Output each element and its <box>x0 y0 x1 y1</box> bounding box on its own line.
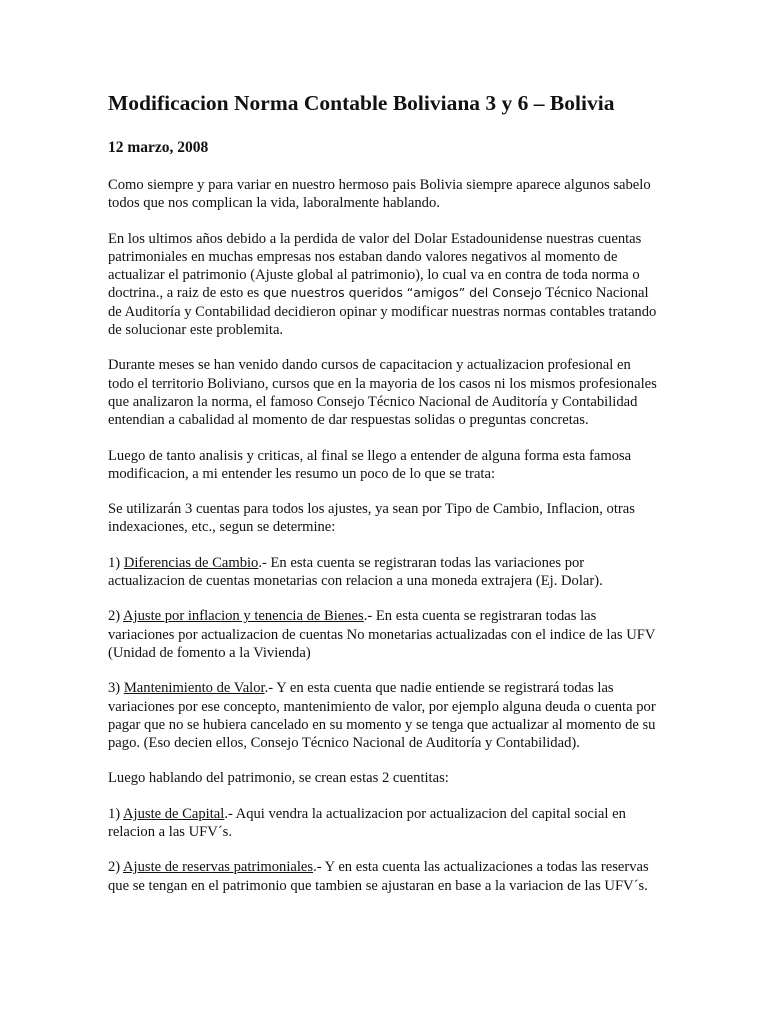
list-item-term: Diferencias de Cambio <box>123 554 259 571</box>
paragraph-patrimony: Luego hablando del patrimonio, se crean estas 2 cuentitas: <box>108 770 449 787</box>
list-item-text: .- Y en esta cuenta que nadie entiende se registrará todas las variaciones por ese concepto, mantenimiento de valor, por ejemplo alguna deuda o cuenta por pagar que no se hubiera cancelado en su momento y se tenga que actualizar al momento de su pago. (Eso decien ellos, Consejo Técnico Nacional de Auditoría y Contabilidad). <box>108 680 656 752</box>
list-item-term: Ajuste por inflacion y tenencia de Bienes <box>123 608 364 625</box>
list-item-number: 1) <box>108 805 123 822</box>
list-item <box>108 858 660 895</box>
list-item-term: Ajuste de reservas patrimoniales <box>123 859 314 876</box>
article-date: 12 marzo, 2008 <box>108 139 209 156</box>
list-item-number: 2) <box>108 608 123 625</box>
list-item-term: Ajuste de Capital <box>123 805 225 822</box>
paragraph-background-part1: En los ultimos años debido a la perdida de valor del Dolar Estadounidense nuestras cuentas patrimoniales en muchas empresas nos estaban dando valores negativos al momento de actualizar el patrimonio (Ajuste global al patrimonio), lo cual va en contra de toda norma o doctrina., a raiz de esto es <box>108 230 642 302</box>
paragraph-background-part2: que nuestros queridos “amigos” del Consejo <box>259 285 542 301</box>
list-item <box>108 554 660 591</box>
list-item-text: .- En esta cuenta se registraran todas las variaciones por actualizacion de cuentas monetarias con relacion a una moneda extrajera (Ej. Dolar). <box>108 554 603 590</box>
article-title: Modificacion Norma Contable Boliviana 3 y 6 – Bolivia <box>108 91 615 115</box>
list-item <box>108 679 660 752</box>
paragraph-accounts: Se utilizarán 3 cuentas para todos los ajustes, ya sean por Tipo de Cambio, Inflacion, otras indexaciones, etc., segun se determine: <box>108 501 635 536</box>
list-item-number: 2) <box>108 859 123 876</box>
list-item <box>108 607 660 662</box>
list-item-text: .- Y en esta cuenta las actualizaciones a todas las reservas que se tengan en el patrimonio que tambien se ajustaran en base a la variacion de las UFV´s. <box>108 859 649 894</box>
list-item-text: .- En esta cuenta se registraran todas las variaciones por actualizacion de cuentas No monetarias actualizadas con el indice de las UFV (Unidad de fomento a la Vivienda) <box>108 608 656 661</box>
list-item-number: 3) <box>108 680 124 697</box>
paragraph-summary: Luego de tanto analisis y criticas, al final se llego a entender de alguna forma esta famosa modificacion, a mi entender les resumo un poco de lo que se trata: <box>108 447 632 482</box>
paragraph-background-part3: Técnico Nacional de Auditoría y Contabilidad decidieron opinar y modificar nuestras normas contables tratando de solucionar este problemita. <box>108 285 657 339</box>
list-item-number: 1) <box>108 554 124 571</box>
paragraph-courses: Durante meses se han venido dando cursos de capacitacion y actualizacion profesional en todo el territorio Boliviano, cursos que en la mayoria de los casos ni los mismos profesionales que analizaron la norma, el famoso Consejo Técnico Nacional de Auditoría y Contabilidad entendian a cabalidad al momento de dar respuestas solidas o preguntas concretas. <box>108 357 657 429</box>
paragraph-intro: Como siempre y para variar en nuestro hermoso pais Bolivia siempre aparece algunos sabelo todos que nos complican la vida, laboralmente hablando. <box>108 177 651 212</box>
paragraph-background <box>108 230 660 340</box>
list-item-term: Mantenimiento de Valor <box>123 680 265 697</box>
list-item <box>108 805 660 842</box>
list-item-text: .- Aqui vendra la actualizacion por actualizacion del capital social en relacion a las UFV´s. <box>108 805 626 841</box>
